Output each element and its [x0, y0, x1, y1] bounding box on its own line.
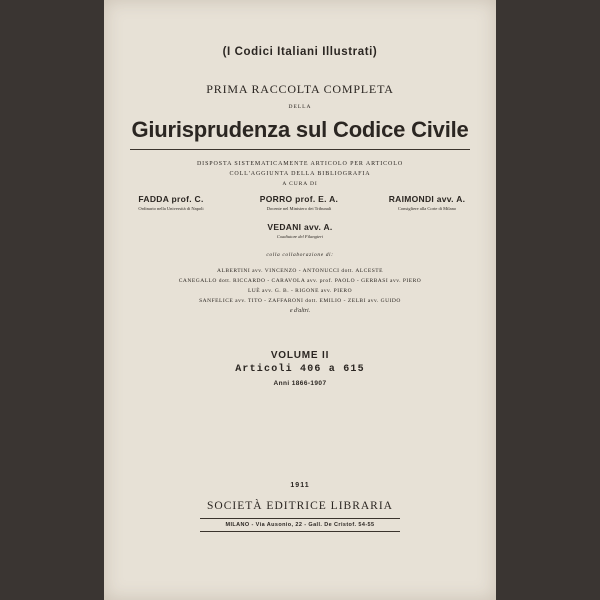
- address-rule-top: [200, 518, 400, 519]
- editor-role: Docente nel Ministero dei Tribunali: [266, 206, 332, 211]
- editor-fadda: [116, 194, 226, 211]
- title-rule: [130, 149, 470, 150]
- publication-year: 1911: [290, 482, 310, 489]
- editor-role: Consigliere alla Corte di Milano: [397, 206, 457, 211]
- subtitle-line-2: COLL'AGGIUNTA DELLA BIBLIOGRAFIA: [229, 171, 371, 177]
- articles-range: Articoli 406 a 615: [235, 364, 365, 375]
- publisher-name: SOCIETÀ EDITRICE LIBRARIA: [207, 500, 393, 512]
- editor-raimondi: [372, 194, 482, 211]
- editor-name: VEDANI avv. A.: [267, 222, 333, 232]
- editor-porro: [244, 194, 354, 211]
- collaborators-line: LUÈ avv. G. B. - RIGONE avv. PIERO: [247, 288, 353, 294]
- editor-name: FADDA prof. C.: [138, 194, 204, 204]
- others-note: e d'altri.: [289, 308, 311, 314]
- editor-vedani: [245, 222, 355, 239]
- address-rule-bottom: [200, 531, 400, 532]
- subtitle-line-3: A CURA DI: [282, 181, 318, 187]
- collection-heading: PRIMA RACCOLTA COMPLETA: [206, 82, 394, 96]
- editor-name: PORRO prof. E. A.: [259, 194, 339, 204]
- connector-word: DELLA: [288, 104, 312, 110]
- collaborators-line: CANEGALLO dott. RICCARDO - CARAVOLA avv. prof. PAOLO - GERBASI avv. PIERO: [178, 278, 422, 284]
- collaborators-line: ALBERTINI avv. VINCENZO - ANTONUCCI dott. ALCESTE: [217, 268, 383, 274]
- editor-role: Ordinario nella Università di Napoli: [138, 206, 204, 211]
- publisher-address: MILANO - Via Ausonio, 22 - Gall. De Cristof. 54-55: [225, 522, 375, 528]
- years-range: Anni 1866-1907: [273, 380, 327, 387]
- collaboration-intro: colla collaborazione di:: [266, 252, 334, 258]
- title-page: [104, 0, 496, 600]
- volume-label: VOLUME II: [270, 350, 330, 361]
- collaborators-line: SANFELICE avv. TITO - ZAFFARONI dott. EMILIO - ZELBI avv. GUIDO: [199, 298, 401, 304]
- main-title: Giurisprudenza sul Codice Civile: [131, 117, 469, 142]
- series-title: (I Codici Italiani Illustrati): [222, 46, 378, 58]
- editor-role: Coadiutore del Filangieri: [276, 234, 324, 239]
- editor-name: RAIMONDI avv. A.: [388, 194, 466, 204]
- subtitle-line-1: DISPOSTA SISTEMATICAMENTE ARTICOLO PER ARTICOLO: [196, 161, 404, 167]
